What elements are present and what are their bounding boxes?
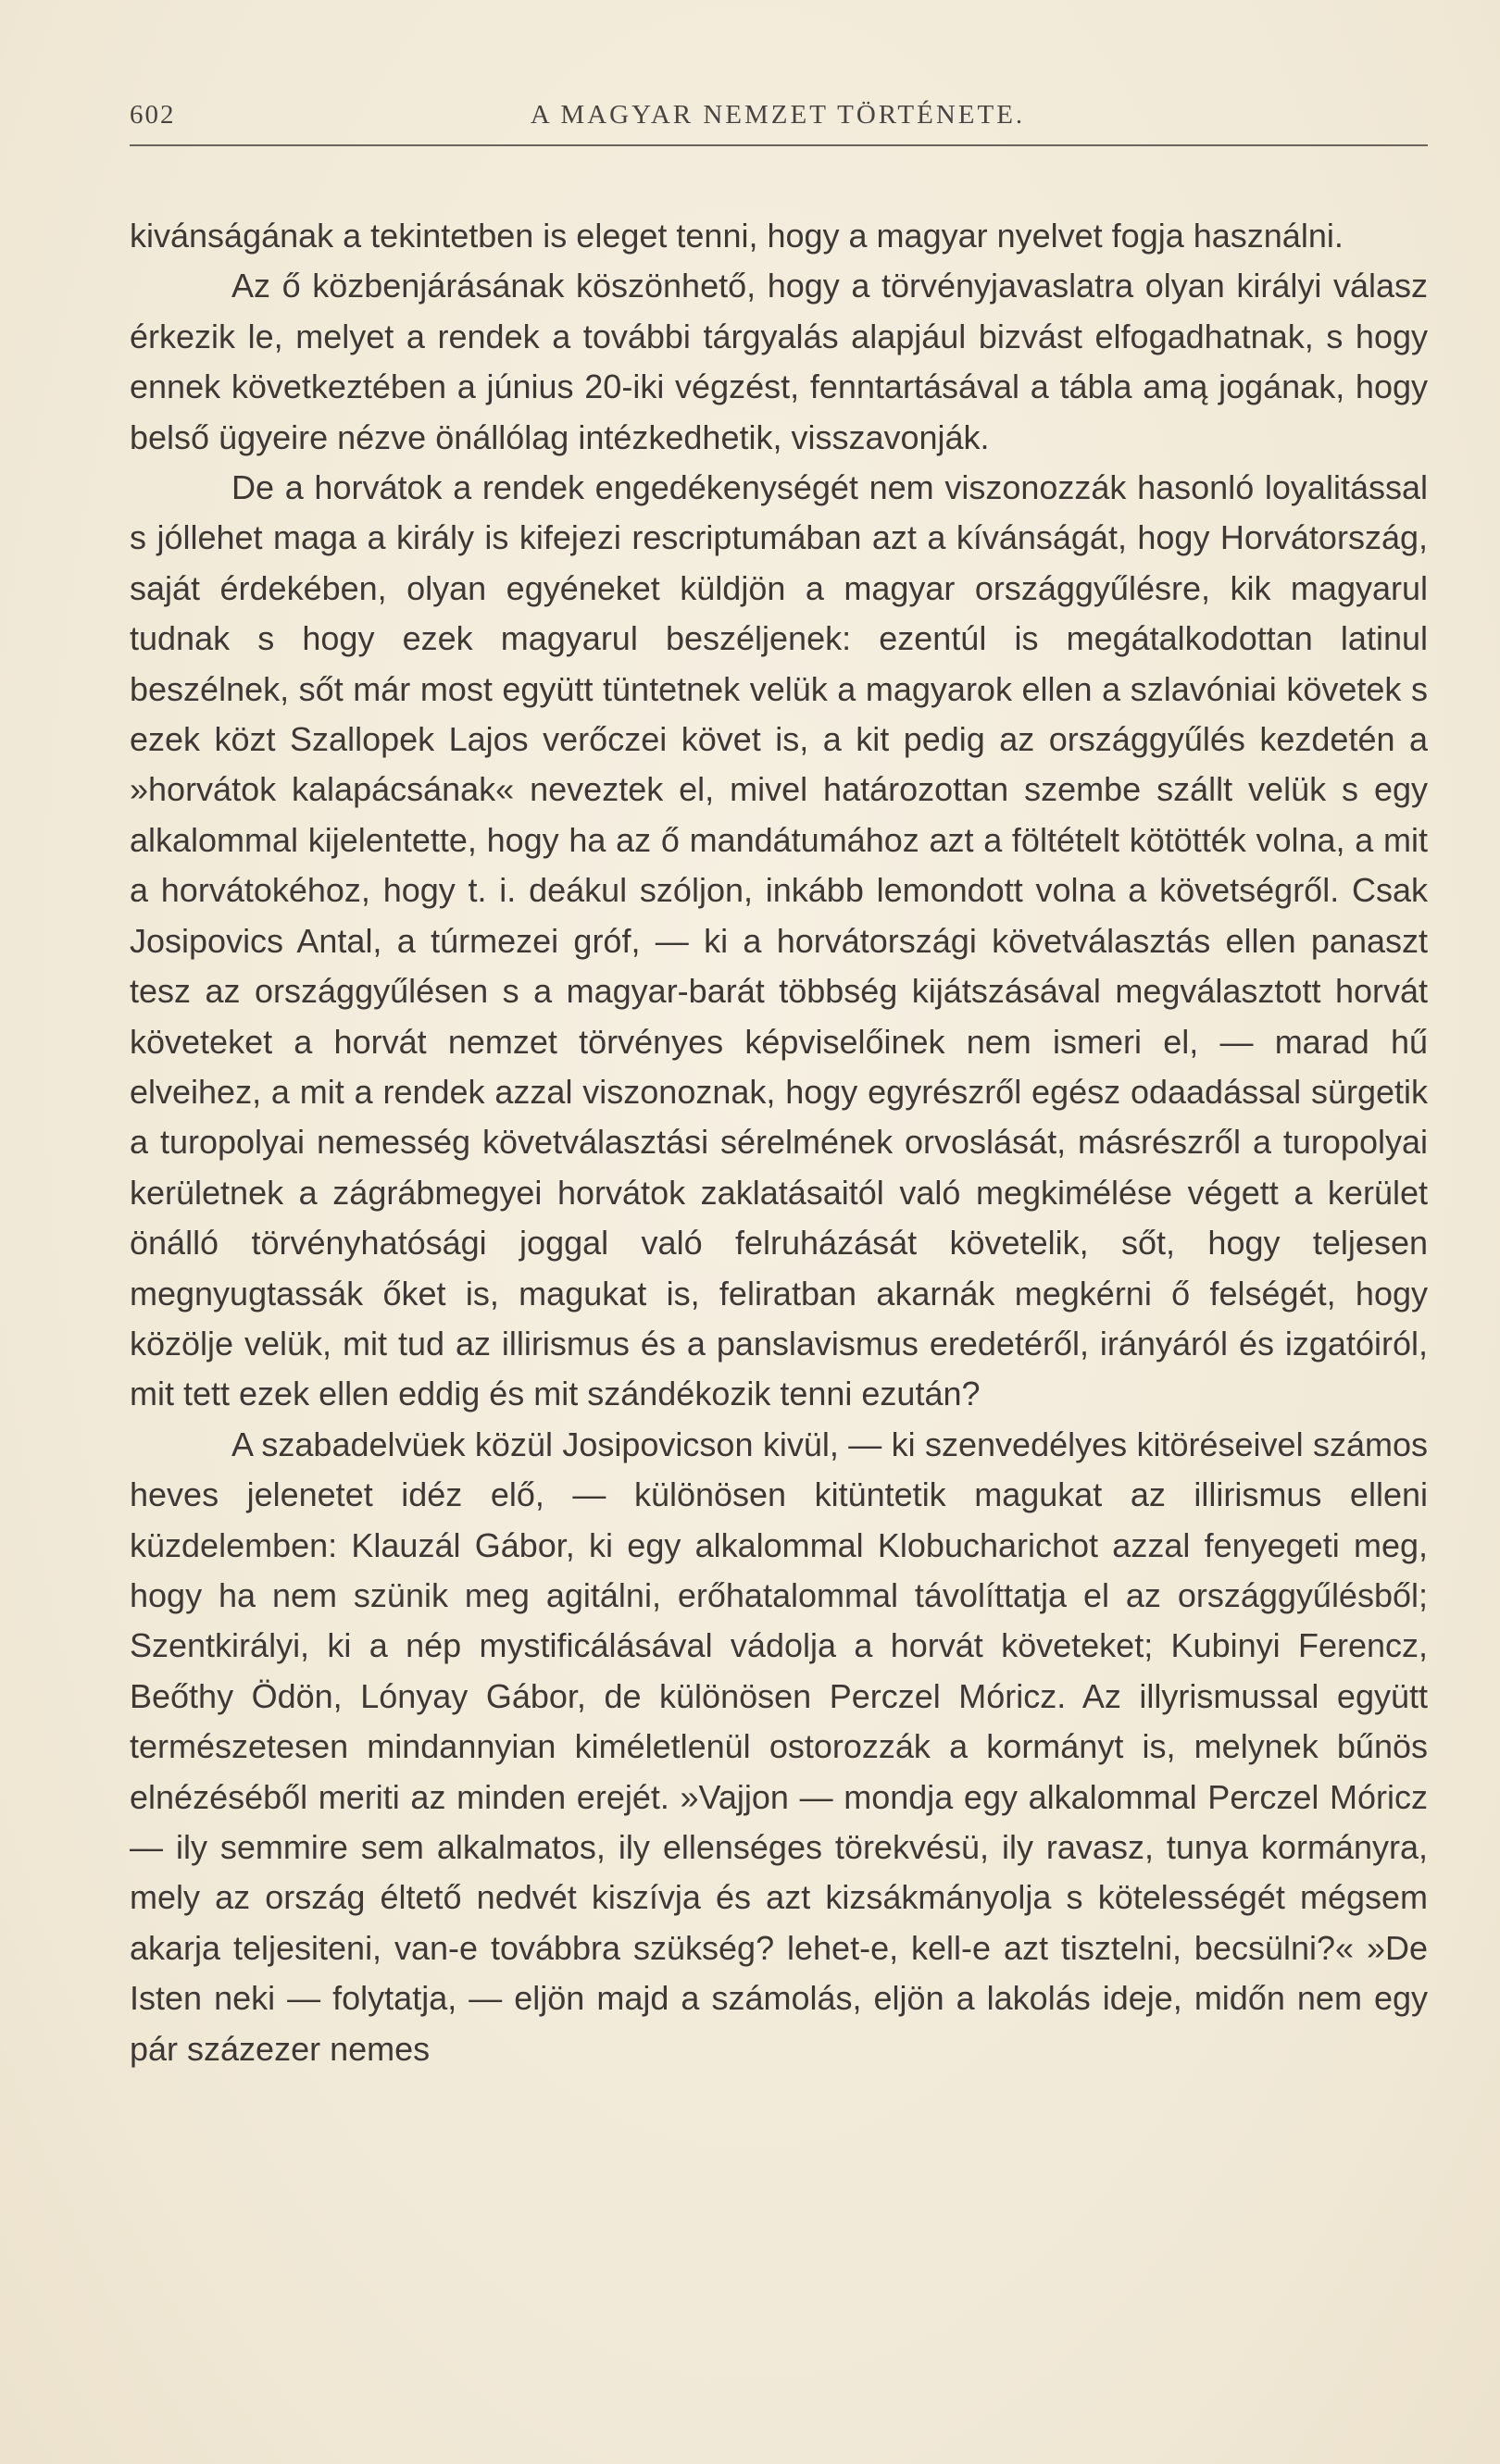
body-text [130,211,1428,2074]
page-number: 602 [130,100,176,130]
paragraph-continuation: kivánságának a tekintetben is eleget tenni, hogy a magyar nyelvet fogja használni. [130,217,1344,255]
paragraph: De a horvátok a rendek engedékenységét nem viszonozzák hasonló loyalitással s jóllehet maga a király is kifejezi rescriptumában azt a kívánságát, hogy Horvátország, saját érdekében, olyan egyéneket küldjön a magyar országgyűlésre, kik magyarul tudnak s hogy ezek magyarul beszéljenek: ezentúl is megátalkodottan latinul beszélnek, sőt már most együtt tüntetnek velük a magyarok ellen a szlavóniai követek s ezek közt Szallopek Lajos verőczei követ is, a kit pedig az országgyűlés kezdetén a »horvátok kalapácsának« neveztek el, mivel határozottan szembe szállt velük s egy alkalommal kijelentette, hogy ha az ő mandátumához azt a föltételt kötötték volna, a mit a horvátokéhoz, hogy t. i. deákul szóljon, inkább lemondott volna a követségről. Csak Josipovics Antal, a túrmezei gróf, — ki a horvátországi követválasztás ellen panaszt tesz az országgyűlésen s a magyar-barát többség kijátszásával megválasztott horvát követeket a horvát nemzet törvényes képviselőinek nem ismeri el, — marad hű elveihez, a mit a rendek azzal viszonoznak, hogy egyrészről egész odaadással sürgetik a turopolyai nemesség követválasztási sérelmének orvoslását, másrészről a turopolyai kerületnek a zágrábmegyei horvátok zaklatásaitól való megkimélése végett a kerület önálló törvényhatósági joggal való felruházását követelik, sőt, hogy teljesen megnyugtassák őket is, magukat is, feliratban akarnák megkérni ő felségét, hogy közölje velük, mit tud az illirismus és a panslavismus eredetéről, irányáról és izgatóiról, mit tett ezek ellen eddig és mit szándékozik tenni ezután? [130,468,1428,1413]
paragraph: Az ő közbenjárásának köszönhető, hogy a törvényjavaslatra olyan királyi válasz érkezik le, melyet a rendek a további tárgyalás alapjául bizvást elfogadhatnak, s hogy ennek következtében a június 20-iki végzést, fenntartásával a tábla amą jogának, hogy belső ügyeire nézve önállólag intézkedhetik, visszavonják. [130,267,1428,456]
running-head [130,100,1426,137]
book-title: A MAGYAR NEMZET TÖRTÉNETE. [530,100,1026,130]
header-rule [130,144,1428,146]
paragraph: A szabadelvüek közül Josipovicson kivül, — ki szenvedélyes kitöréseivel számos heves jelenetet idéz elő, — különösen kitüntetik magukat az illirismus elleni küzdelemben: Klauzál Gábor, ki egy alkalommal Klobucharichot azzal fenyegeti meg, hogy ha nem szünik meg agitálni, erőhatalommal távolíttatja el az országgyűlésből; Szentkirályi, ki a nép mystificálásával vádolja a horvát követeket; Kubinyi Ferencz, Beőthy Ödön, Lónyay Gábor, de különösen Perczel Móricz. Az illyrismussal együtt természetesen mindannyian kiméletlenül ostorozzák a kormányt is, melynek bűnös elnézéséből meriti az minden erejét. »Vajjon — mondja egy alkalommal Perczel Móricz — ily semmire sem alkalmatos, ily ellenséges törekvésü, ily ravasz, tunya kormányra, mely az ország éltető nedvét kiszívja és azt kizsákmányolja s kötelességét mégsem akarja teljesiteni, van-e továbbra szükség? lehet-e, kell-e azt tisztelni, becsülni?« »De Isten neki — folytatja, — eljön majd a számolás, eljön a lakolás ideje, midőn nem egy pár százezer nemes [130,1425,1428,2068]
